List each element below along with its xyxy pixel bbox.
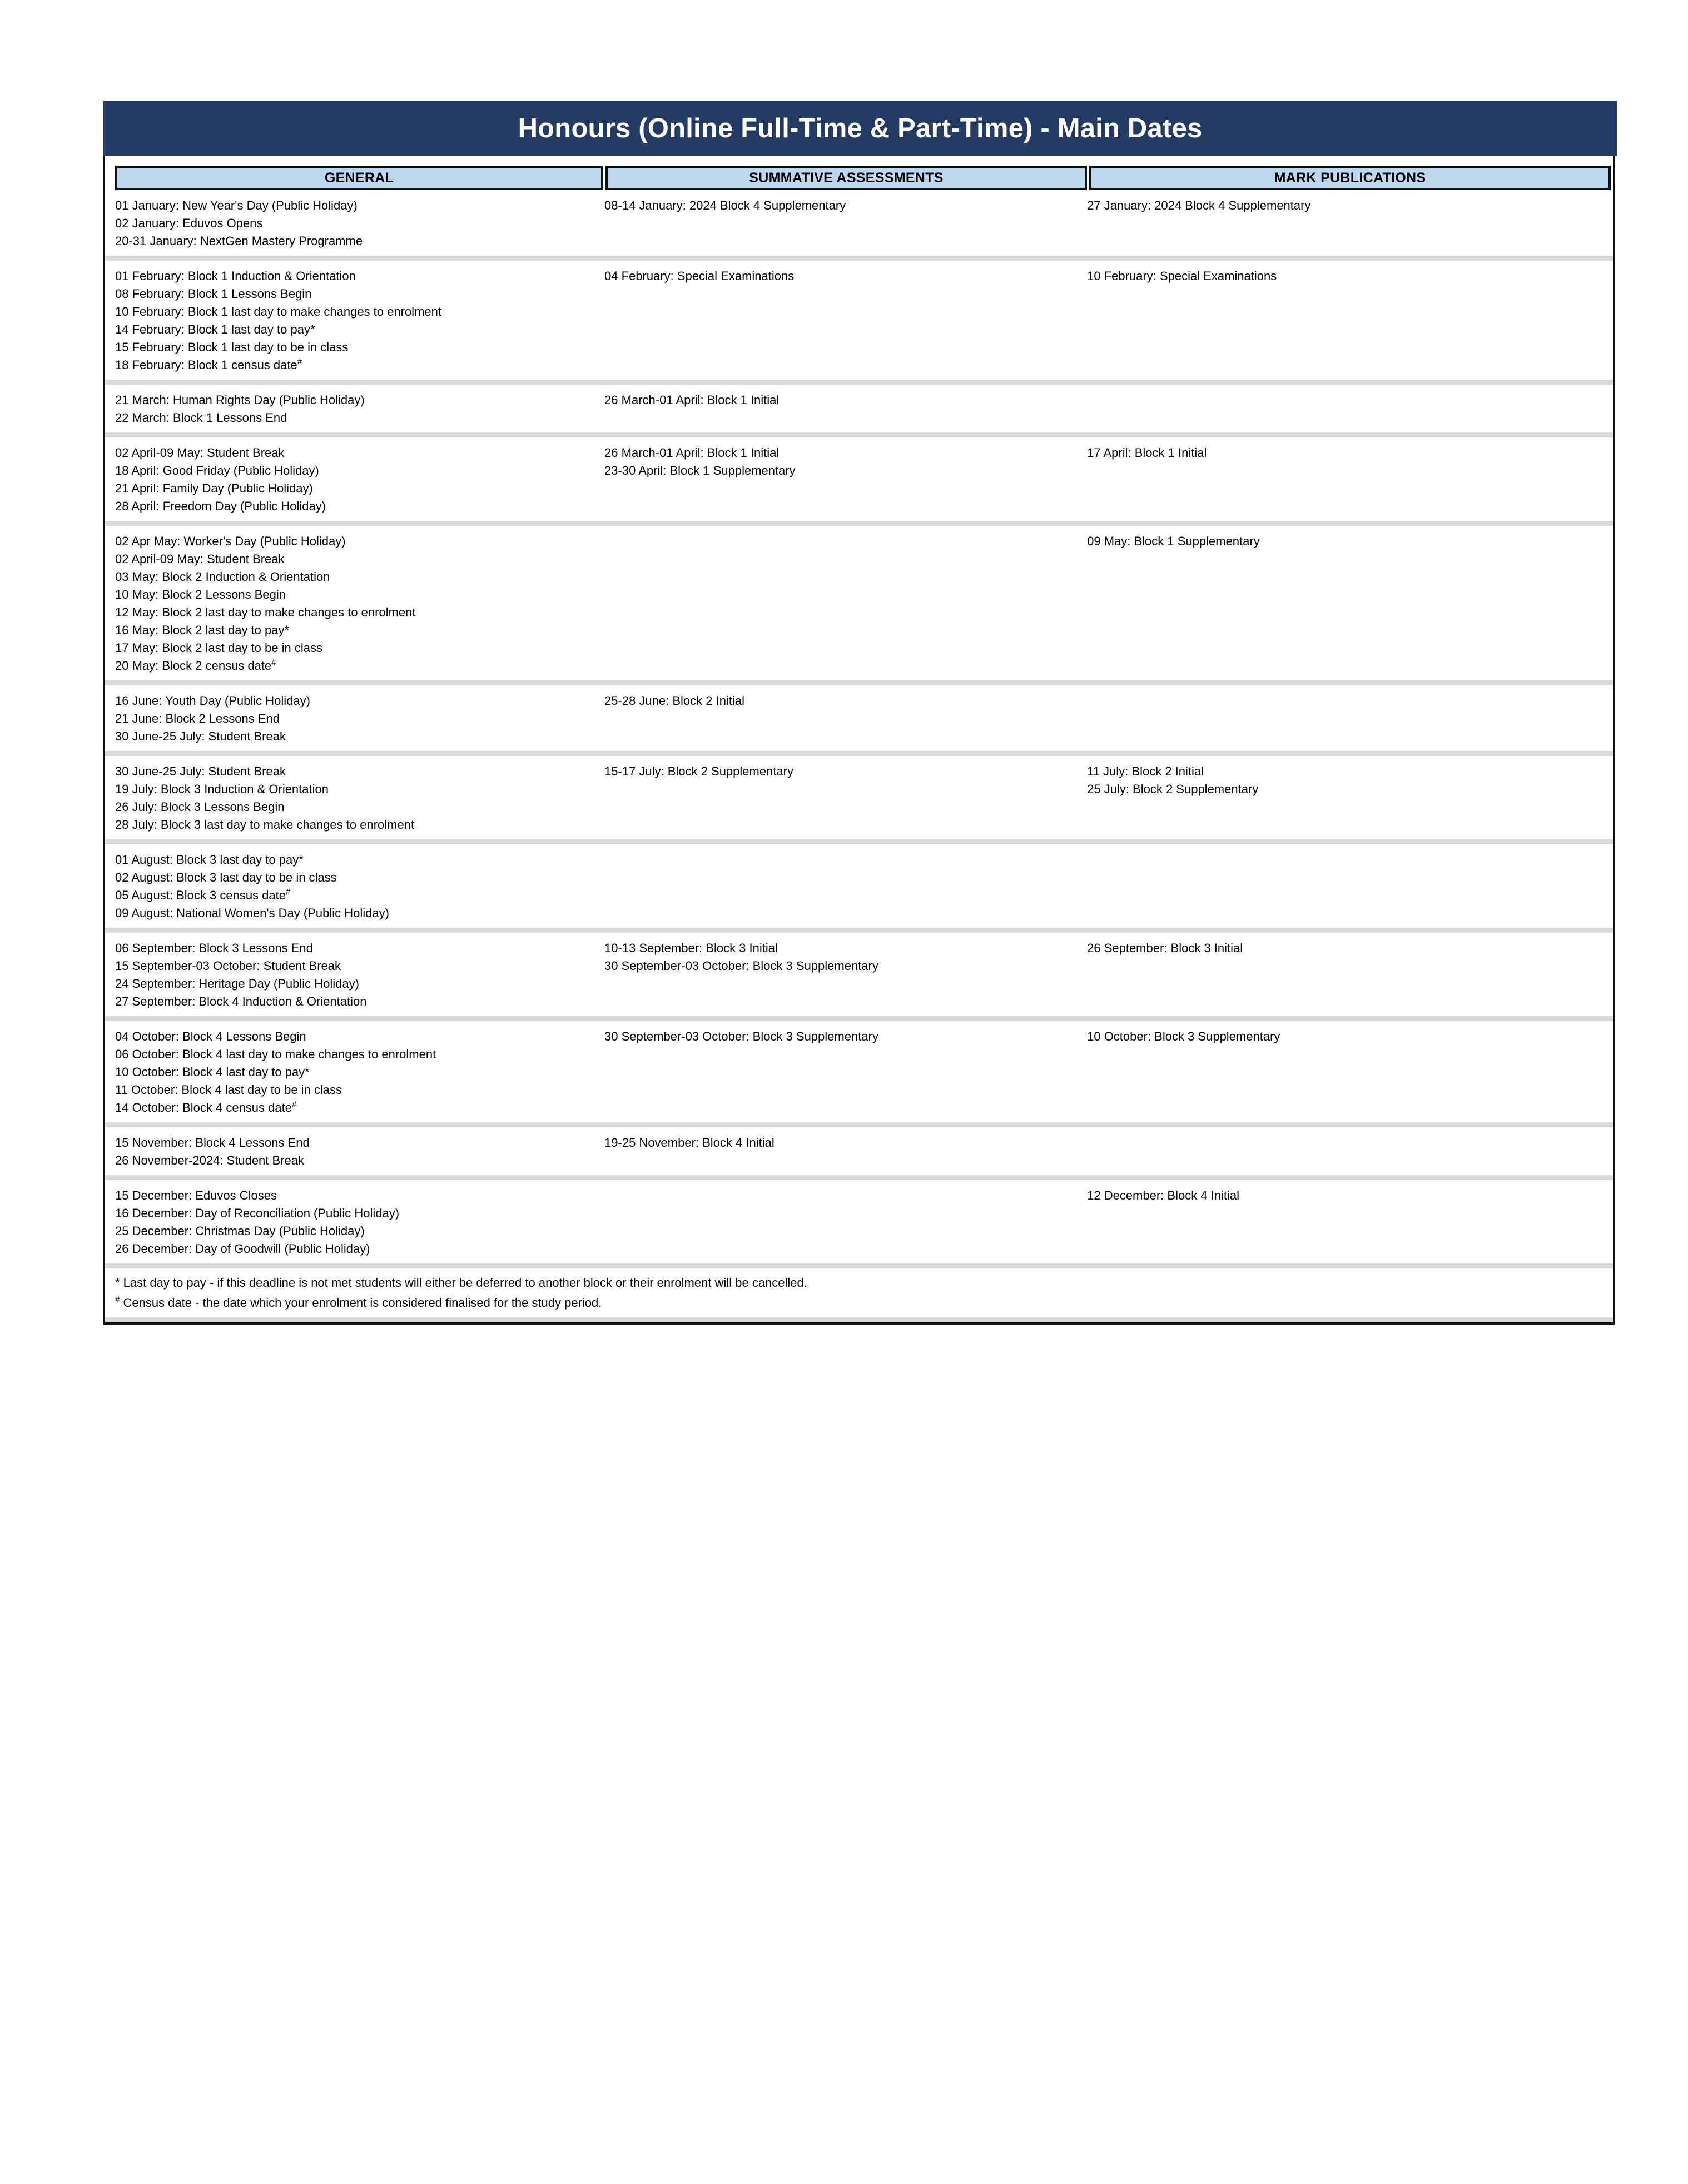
date-entry: 17 May: Block 2 last day to be in class [115, 641, 322, 655]
date-entry: 10 February: Special Examinations [1087, 269, 1277, 283]
table-cell-general [105, 1134, 604, 1170]
table-cell-marks [1087, 851, 1613, 922]
table-cell-general [105, 851, 604, 922]
date-entry: 21 June: Block 2 Lessons End [115, 712, 280, 725]
date-entry: 01 August: Block 3 last day to pay* [115, 853, 304, 867]
date-entry: 22 March: Block 1 Lessons End [115, 411, 287, 425]
table-cell-summative [604, 1187, 1087, 1258]
table-cell-summative [604, 1134, 1087, 1170]
calendar-document [103, 101, 1615, 1325]
table-cell-general [105, 763, 604, 834]
date-entry: 14 February: Block 1 last day to pay* [115, 322, 315, 336]
date-entry: 15 September-03 October: Student Break [115, 959, 341, 973]
date-entry: 15 November: Block 4 Lessons End [115, 1136, 310, 1150]
date-entry: 02 August: Block 3 last day to be in class [115, 870, 337, 884]
table-row [105, 1122, 1613, 1175]
date-entry: 16 December: Day of Reconciliation (Public Holiday) [115, 1206, 400, 1220]
date-entry: 09 May: Block 1 Supplementary [1087, 534, 1260, 548]
date-entry: 30 June-25 July: Student Break [115, 764, 286, 778]
column-header-box-general [115, 166, 603, 190]
table-cell-marks [1087, 444, 1613, 515]
table-cell-marks [1087, 692, 1613, 745]
table-cell-marks [1087, 197, 1613, 250]
table-row [105, 1175, 1613, 1263]
date-entry: 28 July: Block 3 last day to make changes to enrolment [115, 818, 415, 832]
column-header-cell-marks [1089, 166, 1613, 190]
date-entry: 18 April: Good Friday (Public Holiday) [115, 464, 319, 477]
column-header-label-general: GENERAL [324, 170, 394, 186]
date-entry: 04 February: Special Examinations [604, 269, 795, 283]
date-entry: 01 February: Block 1 Induction & Orientation [115, 269, 356, 283]
footnote-last-day-to-pay: * Last day to pay - if this deadline is not met students will either be deferred to another block or their enrolment will be cancelled. [115, 1276, 807, 1290]
date-entry: 27 September: Block 4 Induction & Orientation [115, 994, 367, 1008]
table-row [105, 432, 1613, 521]
table-cell-general [105, 939, 604, 1011]
table-cell-general [105, 267, 604, 374]
footnote-census-date: # Census date - the date which your enrolment is considered finalised for the study period. [115, 1295, 602, 1310]
date-entry: 26 July: Block 3 Lessons Begin [115, 800, 285, 814]
date-entry: 16 May: Block 2 last day to pay* [115, 623, 290, 637]
table-row [105, 521, 1613, 680]
date-entry: 15-17 July: Block 2 Supplementary [604, 764, 794, 778]
date-entry: 11 July: Block 2 Initial [1087, 764, 1204, 778]
date-entry: 11 October: Block 4 last day to be in class [115, 1083, 342, 1097]
table-cell-general [105, 692, 604, 745]
table-cell-summative [604, 444, 1087, 515]
table-rows [105, 190, 1613, 1263]
table-row [105, 256, 1613, 380]
date-entry: 02 April-09 May: Student Break [115, 446, 285, 460]
date-entry: 08-14 January: 2024 Block 4 Supplementary [604, 198, 846, 212]
date-entry: 27 January: 2024 Block 4 Supplementary [1087, 198, 1311, 212]
table-cell-summative [604, 197, 1087, 250]
column-header-cell-general [105, 166, 605, 190]
date-entry: 23-30 April: Block 1 Supplementary [604, 464, 796, 477]
date-entry: 10-13 September: Block 3 Initial [604, 941, 778, 955]
date-entry: 08 February: Block 1 Lessons Begin [115, 287, 312, 301]
footnote-row-pay [105, 1263, 1613, 1294]
date-entry: 10 May: Block 2 Lessons Begin [115, 588, 286, 601]
column-header-label-marks: MARK PUBLICATIONS [1274, 170, 1426, 186]
date-entry: 06 September: Block 3 Lessons End [115, 941, 313, 955]
date-entry: 04 October: Block 4 Lessons Begin [115, 1029, 306, 1043]
table-cell-marks [1087, 1134, 1613, 1170]
table-cell-general [105, 1187, 604, 1258]
table-cell-marks [1087, 391, 1613, 427]
table-cell-summative [604, 267, 1087, 374]
table-cell-marks [1087, 1028, 1613, 1117]
date-entry: 17 April: Block 1 Initial [1087, 446, 1207, 460]
date-entry: 15 February: Block 1 last day to be in class [115, 340, 349, 354]
table-cell-general [105, 533, 604, 675]
date-entry: 26 November-2024: Student Break [115, 1153, 304, 1167]
date-entry: 20 May: Block 2 census date# [115, 658, 276, 673]
table-row [105, 680, 1613, 751]
footnote-row-census [105, 1294, 1613, 1317]
date-entry: 21 April: Family Day (Public Holiday) [115, 481, 313, 495]
date-entry: 26 December: Day of Goodwill (Public Holiday) [115, 1242, 370, 1256]
page-title: Honours (Online Full-Time & Part-Time) - Main Dates [518, 113, 1203, 143]
table-column-headers [105, 156, 1613, 190]
table-cell-summative [604, 533, 1087, 675]
table-cell-general [105, 1028, 604, 1117]
date-entry: 16 June: Youth Day (Public Holiday) [115, 694, 310, 708]
date-entry: 30 September-03 October: Block 3 Supplementary [604, 959, 878, 973]
date-entry: 02 January: Eduvos Opens [115, 216, 263, 230]
date-entry: 10 February: Block 1 last day to make changes to enrolment [115, 305, 441, 319]
date-entry: 15 December: Eduvos Closes [115, 1188, 277, 1202]
table-cell-general [105, 391, 604, 427]
date-entry: 26 March-01 April: Block 1 Initial [604, 393, 780, 407]
table-cell-summative [604, 1028, 1087, 1117]
date-entry: 28 April: Freedom Day (Public Holiday) [115, 499, 326, 513]
table-cell-summative [604, 851, 1087, 922]
date-entry: 19-25 November: Block 4 Initial [604, 1136, 775, 1150]
column-header-cell-summative [605, 166, 1089, 190]
date-entry: 30 September-03 October: Block 3 Supplementary [604, 1029, 878, 1043]
table-cell-summative [604, 692, 1087, 745]
date-entry: 25 July: Block 2 Supplementary [1087, 782, 1259, 796]
table-row [105, 751, 1613, 839]
table-cell-general [105, 197, 604, 250]
table-row [105, 1016, 1613, 1122]
table-cell-marks [1087, 1187, 1613, 1258]
date-entry: 12 December: Block 4 Initial [1087, 1188, 1240, 1202]
date-entry: 10 October: Block 3 Supplementary [1087, 1029, 1280, 1043]
date-entry: 06 October: Block 4 last day to make changes to enrolment [115, 1047, 436, 1061]
date-entry: 09 August: National Women's Day (Public Holiday) [115, 906, 389, 920]
table-bottom-band [105, 1317, 1613, 1322]
column-header-label-summative: SUMMATIVE ASSESSMENTS [749, 170, 944, 186]
date-entry: 10 October: Block 4 last day to pay* [115, 1065, 310, 1079]
date-entry: 26 September: Block 3 Initial [1087, 941, 1243, 955]
table-cell-marks [1087, 267, 1613, 374]
date-entry: 03 May: Block 2 Induction & Orientation [115, 570, 330, 584]
date-entry: 01 January: New Year's Day (Public Holiday) [115, 198, 358, 212]
date-entry: 20-31 January: NextGen Mastery Programme [115, 234, 363, 248]
table-row [105, 928, 1613, 1016]
dates-table [103, 156, 1615, 1325]
column-header-box-marks [1089, 166, 1611, 190]
table-cell-marks [1087, 763, 1613, 834]
date-entry: 30 June-25 July: Student Break [115, 729, 286, 743]
table-cell-summative [604, 763, 1087, 834]
date-entry: 19 July: Block 3 Induction & Orientation [115, 782, 329, 796]
date-entry: 02 April-09 May: Student Break [115, 552, 285, 566]
table-row [105, 839, 1613, 928]
date-entry: 02 Apr May: Worker's Day (Public Holiday) [115, 534, 346, 548]
date-entry: 21 March: Human Rights Day (Public Holiday) [115, 393, 365, 407]
table-cell-marks [1087, 939, 1613, 1011]
date-entry: 14 October: Block 4 census date# [115, 1100, 297, 1115]
column-header-box-summative [605, 166, 1087, 190]
table-cell-summative [604, 391, 1087, 427]
table-row [105, 190, 1613, 256]
table-cell-general [105, 444, 604, 515]
date-entry: 12 May: Block 2 last day to make changes to enrolment [115, 605, 416, 619]
date-entry: 26 March-01 April: Block 1 Initial [604, 446, 780, 460]
table-row [105, 380, 1613, 432]
document-title-banner [103, 101, 1617, 156]
date-entry: 25 December: Christmas Day (Public Holiday) [115, 1224, 365, 1238]
table-cell-marks [1087, 533, 1613, 675]
date-entry: 05 August: Block 3 census date# [115, 887, 291, 902]
date-entry: 25-28 June: Block 2 Initial [604, 694, 744, 708]
table-cell-summative [604, 939, 1087, 1011]
date-entry: 24 September: Heritage Day (Public Holiday) [115, 977, 359, 991]
date-entry: 18 February: Block 1 census date# [115, 357, 302, 372]
